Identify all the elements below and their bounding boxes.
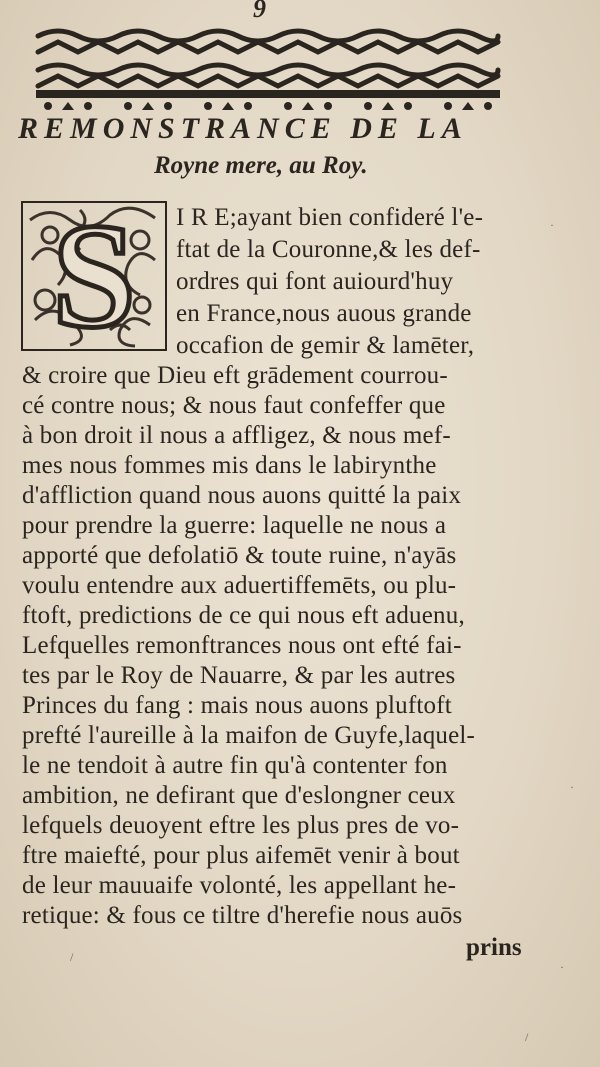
- decorated-initial: [20, 193, 168, 359]
- paper-speck: ·: [560, 960, 564, 974]
- text-line: lefquels deuoyent eftre les plus pres de vo-: [22, 812, 460, 839]
- text-line: Princes du fang : mais nous auons pluftoft: [22, 692, 452, 719]
- text-line: retique: & fous ce tiltre d'herefie nous auōs: [22, 902, 463, 929]
- text-line: occafion de gemir & lamēter,: [176, 332, 475, 359]
- text-line: ordres qui font auiourd'huy: [176, 268, 454, 295]
- paper-speck: /: [525, 1030, 529, 1044]
- page-title: REMONSTRANCE DE LA: [18, 112, 468, 145]
- ornamental-headpiece: [28, 24, 508, 114]
- text-line: ftre maiefté, pour plus aifemēt venir à bout: [22, 842, 460, 869]
- text-line: voulu entendre aux aduertiffemēts, ou plu-: [22, 572, 457, 599]
- dropcap-letter: S: [52, 193, 136, 359]
- paper-speck: ·: [550, 218, 554, 232]
- catchword: prins: [466, 934, 522, 961]
- text-line: à bon droit il nous a affligez, & nous mef-: [22, 422, 451, 449]
- text-line: pour prendre la guerre: laquelle ne nous a: [22, 512, 447, 539]
- text-line: ftat de la Couronne,& les def-: [176, 236, 481, 263]
- text-line: de leur mauuaife volonté, les appellant he-: [22, 872, 457, 899]
- text-line: & croire que Dieu eft grādement courrou-: [22, 362, 448, 389]
- text-line: apporté que defolatiō & toute ruine, n'ayās: [22, 542, 457, 569]
- page-number: 9: [253, 0, 266, 23]
- text-line: cé contre nous; & nous faut confeffer que: [22, 392, 446, 419]
- text-line: I R E;ayant bien confideré l'e-: [176, 204, 484, 231]
- text-line: tes par le Roy de Nauarre, & par les autres: [22, 662, 456, 689]
- text-line: Lefquelles remonftrances nous ont efté fai-: [22, 632, 462, 659]
- text-line: d'affliction quand nous auons quitté la paix: [22, 482, 462, 509]
- paper-speck: /: [70, 950, 74, 964]
- page-subtitle: Royne mere, au Roy.: [154, 152, 368, 179]
- text-line: ambition, ne defirant que d'eslongner ceux: [22, 782, 456, 809]
- text-line: ftoft, predictions de ce qui nous eft aduenu,: [22, 602, 465, 629]
- paper-speck: ·: [570, 780, 574, 794]
- text-line: mes nous fommes mis dans le labirynthe: [22, 452, 437, 479]
- text-line: prefté l'aureille à la maifon de Guyfe,laquel-: [22, 722, 476, 749]
- text-line: en France,nous auous grande: [176, 300, 472, 327]
- text-line: le ne tendoit à autre fin qu'à contenter fon: [22, 752, 448, 779]
